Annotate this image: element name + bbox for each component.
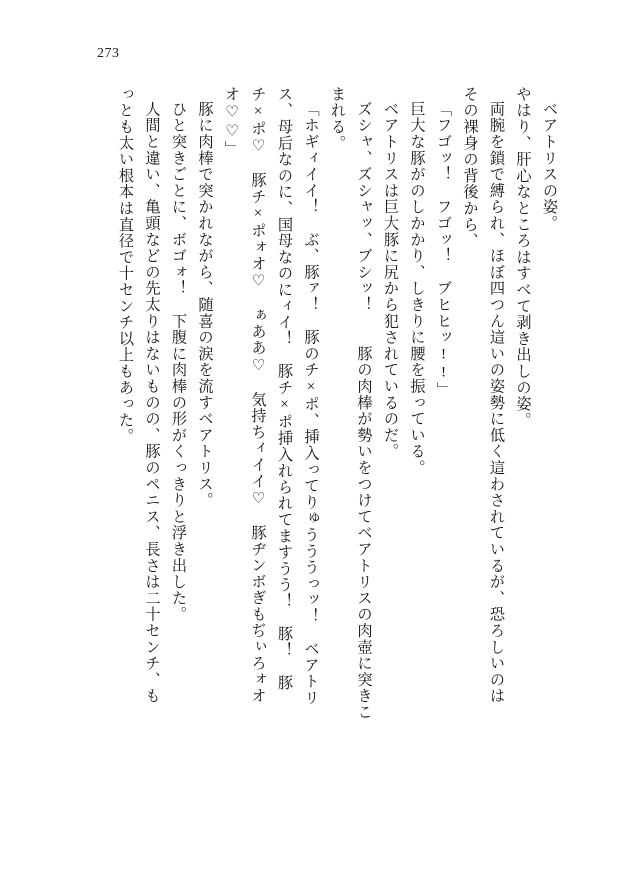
body-paragraph: ベアトリスの姿。: [541, 101, 558, 232]
body-paragraph: っとも太い根本は直径で十センチ以上もあった。: [117, 86, 134, 445]
body-paragraph: ズシャ、ズシャッ、ブシッ！ 豚の肉棒が勢いをつけてベアトリスの肉壺に突きこ: [355, 101, 373, 721]
body-paragraph: 「ホギィイイ！ ぶ、豚ァ！ 豚のチ×ポ、挿入ってりゅうううっッ！ ベアトリ: [302, 101, 320, 707]
body-paragraph: ス、母后なのに、国母なのにィイ！ 豚チ×ポ挿入れられてますうう！ 豚！ 豚: [276, 86, 293, 691]
page-number: 273: [97, 46, 120, 61]
body-paragraph: オ♡♡」: [223, 86, 240, 157]
body-paragraph: ベアトリスは巨大豚に尻から犯されているのだ。: [382, 101, 399, 460]
body-paragraph: その裸身の背後から、: [461, 86, 479, 249]
body-paragraph: まれる。: [329, 86, 346, 152]
body-paragraph: 人間と違い、亀頭などの先太りはないものの、豚のペニス、長さは二十センチ、も: [143, 101, 161, 705]
body-paragraph: 両腕を鎖で縛られ、ほぼ四つん這いの姿勢に低く這わされているが、恐ろしいのは: [488, 101, 505, 705]
body-paragraph: 巨大な豚がのしかかり、しきりに腰を振っている。: [408, 101, 426, 477]
body-paragraph: やはり、肝心なところはすべて剥き出しの姿。: [514, 86, 532, 429]
body-paragraph: 「フゴッ！ フゴッ！ ブヒヒッ!!」: [435, 101, 452, 399]
body-paragraph: チ×ポ♡ 豚チ×ポォオ♡ ぁああ♡ 気持ちィイイ♡ 豚ヂンボぎもぢぃろォオ: [249, 86, 267, 704]
body-paragraph: ひと突きごとに、ボゴォ！ 下腹に肉棒の形がくっきりと浮き出した。: [170, 101, 187, 623]
page-text-body: [62, 86, 562, 846]
body-paragraph: 豚に肉棒で突かれながら、随喜の涙を流すベアトリス。: [196, 101, 214, 509]
